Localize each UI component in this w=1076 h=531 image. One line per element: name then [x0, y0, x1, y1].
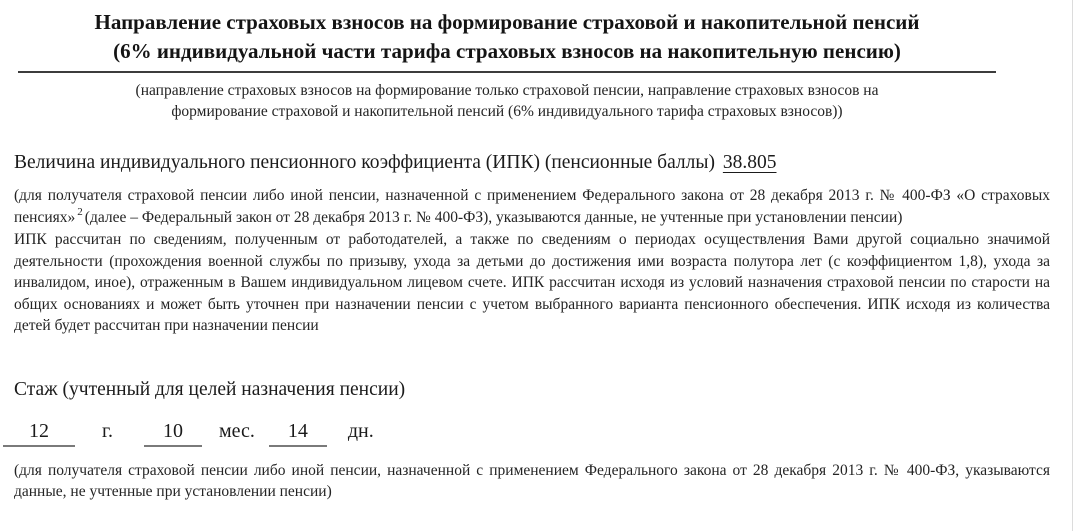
ipk-section-heading [14, 151, 1050, 174]
experience-section-heading: Стаж (учтенный для целей назначения пенсии) [14, 378, 406, 400]
ipk-legal-note-continuation: (далее – Федеральный закон от 28 декабря 2013 г. № 400-ФЗ), указываются данные, не учтенные при установлении пенсии) [84, 208, 903, 226]
experience-years-unit: г. [102, 419, 113, 442]
footnote-ref-2: 2 [77, 206, 83, 219]
ipk-legal-note [14, 185, 1050, 228]
ipk-value: 38.805 [722, 152, 777, 173]
document-title [18, 8, 996, 73]
experience-years-value: 12 [3, 418, 75, 447]
experience-days-unit: дн. [347, 419, 374, 442]
ipk-label: Величина индивидуального пенсионного коэффициента (ИПК) (пенсионные баллы) [14, 152, 715, 173]
experience-months-unit: мес. [218, 419, 255, 442]
document-subtitle: (направление страховых взносов на формирование только страховой пенсии, направление страховых взносов на формирование страховой и накопительной пенсий (6% индивидуального тарифа страховых взносов)) [135, 82, 879, 120]
experience-values-row [3, 418, 1050, 447]
experience-days-value: 14 [269, 418, 327, 447]
experience-legal-note: (для получателя страховой пенсии либо иной пенсии, назначенной с применением Федерального закона от 28 декабря 2013 г. № 400-ФЗ, указываются данные, не учтенные при установлении пенсии) [14, 461, 1050, 500]
ipk-description: ИПК рассчитан по сведениям, полученным от работодателей, а также по сведениям о периодах осуществления Вами другой социально значимой деятельности (прохождения военной службы по призыву, ухода за детьми до достижения ими возраста полутора лет (с коэффициентом 1,8), ухода за инвалидом, иное), отраженным в Вашем индивидуальном лицевом счете. ИПК рассчитан исходя из условий назначения страховой пенсии по старости на общих основаниях и может быть уточнен при назначении пенсии с учетом выбранного варианта пенсионного обеспечения. ИПК исходя из количества детей будет рассчитан при назначении пенсии [14, 231, 1050, 334]
experience-months-value: 10 [144, 418, 202, 447]
document-title-line2: (6% индивидуальной части тарифа страховых взносов на накопительную пенсию) [113, 39, 901, 63]
document-title-line1: Направление страховых взносов на формирование страховой и накопительной пенсий [94, 10, 920, 34]
page-edge-line [1072, 0, 1073, 531]
ipk-legal-note-text: (для получателя страховой пенсии либо иной пенсии, назначенной с применением Федерального закона от 28 декабря 2013 г. № 400-ФЗ «О страховых пенсиях» [14, 187, 1050, 226]
